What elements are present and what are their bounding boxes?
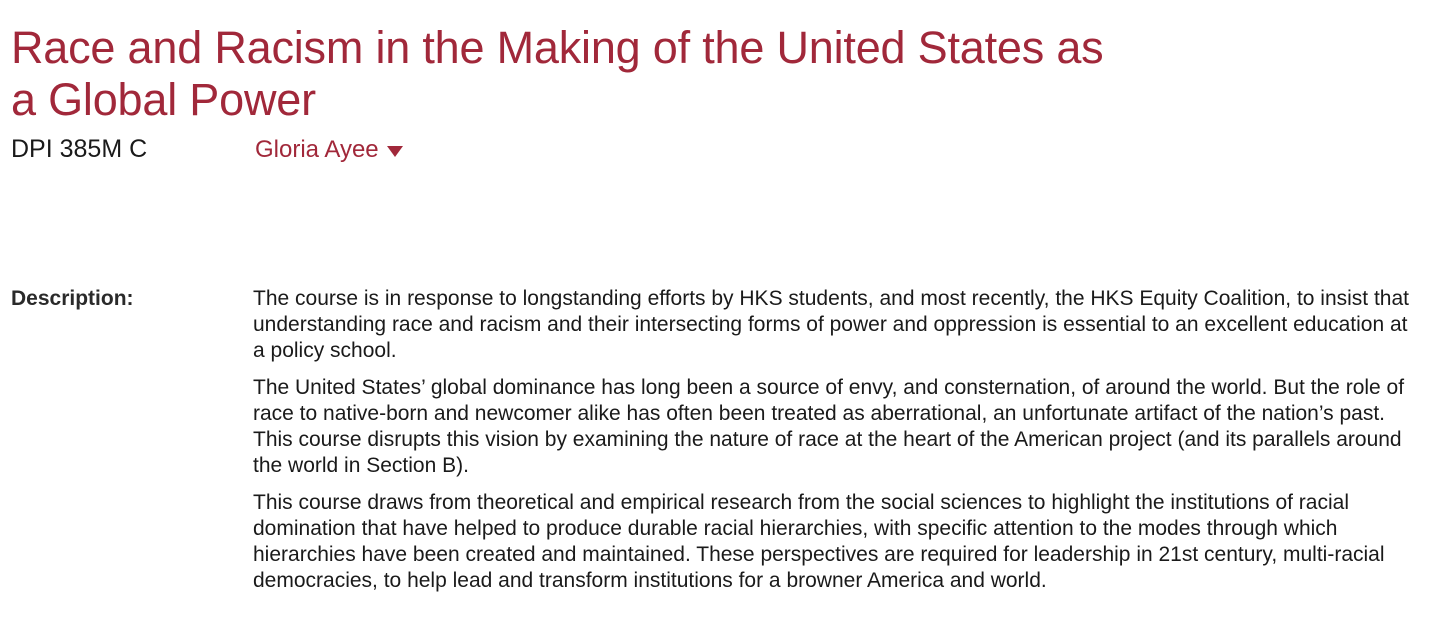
- description-paragraph: This course draws from theoretical and empirical research from the social sciences to highlight the institutions of racial domination that have helped to produce durable racial hierarchies, with specific attention to the modes through which hierarchies have been created and maintained. These perspectives are required for leadership in 21st century, multi-racial democracies, to help lead and transform institutions for a browner America and world.: [253, 491, 1385, 592]
- course-code: DPI 385M C: [11, 135, 148, 163]
- course-title: Race and Racism in the Making of the United States as a Global Power: [11, 22, 1104, 125]
- description-label: Description:: [11, 287, 134, 310]
- instructor-dropdown[interactable]: [255, 135, 403, 165]
- caret-down-icon[interactable]: [387, 146, 403, 157]
- instructor-name[interactable]: Gloria Ayee: [255, 136, 379, 163]
- description-paragraph: The course is in response to longstanding efforts by HKS students, and most recently, the HKS Equity Coalition, to insist that understanding race and racism and their intersecting forms of power and oppression is essential to an excellent education at a policy school.: [253, 287, 1409, 362]
- description-body: [253, 286, 1413, 605]
- description-paragraph: The United States’ global dominance has long been a source of envy, and consternation, of around the world. But the role of race to native-born and newcomer alike has often been treated as aberrational, an unfortunate artifact of the nation’s past. This course disrupts this vision by examining the nature of race at the heart of the American project (and its parallels around the world in Section B).: [253, 376, 1405, 477]
